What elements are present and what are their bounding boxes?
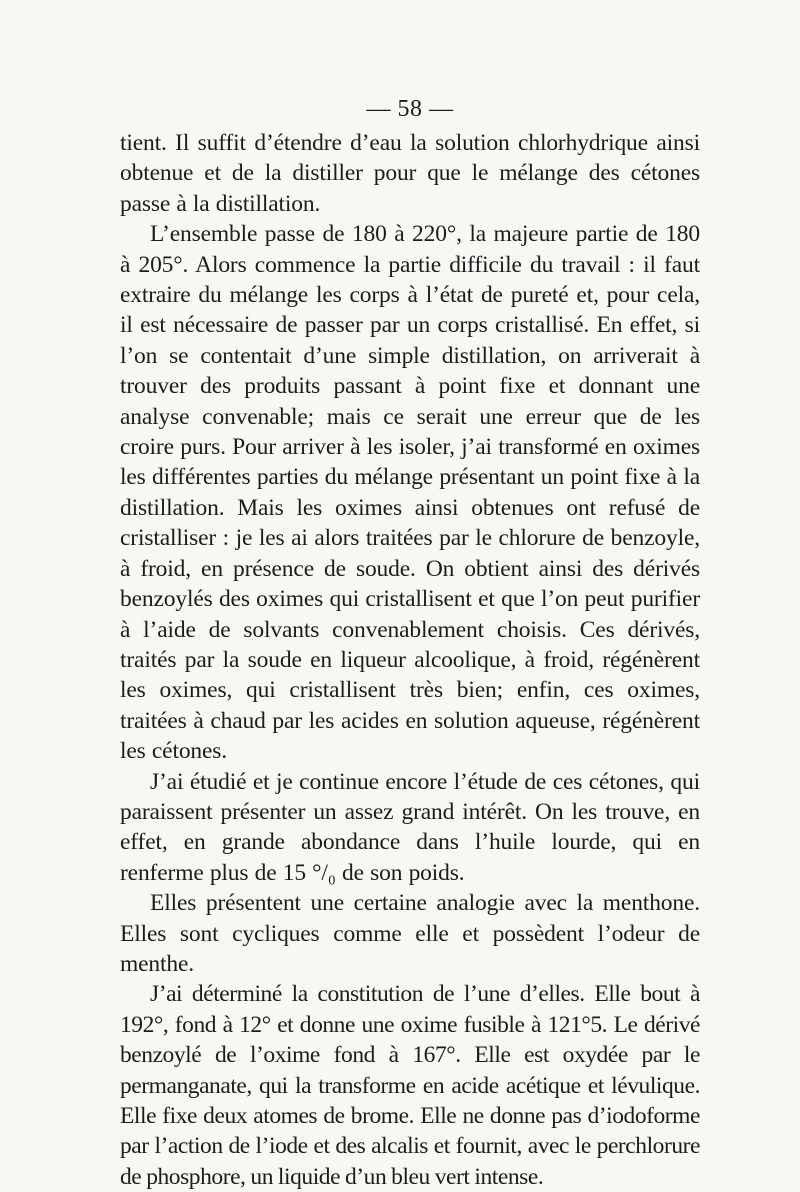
paragraph-3: J’ai étudié et je continue encore l’étude de ces cétones, qui paraissent présenter un assez grand intérêt. On les trouve, en effet, en grande abondance dans l’huile lourde, qui en renferme plus de 15 °/₀ de son poids. xyxy=(120,768,700,886)
body-text xyxy=(120,128,700,1192)
page-number: — 58 — xyxy=(366,96,454,122)
paragraph-4: Elles présentent une certaine analogie avec la menthone. Elles sont cycliques comme elle et possèdent l’odeur de menthe. xyxy=(120,890,700,977)
paragraph-2: L’ensemble passe de 180 à 220°, la majeure partie de 180 à 205°. Alors commence la partie difficile du travail : il faut extraire du mélange les corps à l’état de pureté et, pour cela, il est nécessaire de passer par un corps cristallisé. En effet, si l’on se contentait d’une simple distillation, on arriverait à trouver des produits passant à point fixe et donnant une analyse convenable; mais ce serait une erreur que de les croire purs. Pour arriver à les isoler, j’ai transformé en oximes les différentes parties du mélange présentant un point fixe à la distillation. Mais les oximes ainsi obtenues ont refusé de cristalliser : je les ai alors traitées par le chlorure de benzoyle, à froid, en présence de soude. On obtient ainsi des dérivés benzoylés des oximes qui cristallisent et que l’on peut purifier à l’aide de solvants convenablement choisis. Ces dérivés, traités par la soude en liqueur alcoolique, à froid, régénèrent les oximes, qui cristallisent très bien; enfin, ces oximes, traitées à chaud par les acides en solution aqueuse, régénèrent les cétones. xyxy=(120,221,700,765)
paragraph-5: J’ai déterminé la constitution de l’une d’elles. Elle bout à 192°, fond à 12° et donne une oxime fusible à 121°5. Le dérivé benzoylé de l’oxime fond à 167°. Elle est oxydée par le permanganate, qui la transforme en acide acétique et lévulique. Elle fixe deux atomes de brome. Elle ne donne pas d’iodoforme par l’action de l’iode et des alcalis et fournit, avec le perchlorure de phosphore, un liquide d’un bleu vert intense. xyxy=(120,981,700,1190)
paragraph-1: tient. Il suffit d’étendre d’eau la solution chlorhydrique ainsi obtenue et de la distiller pour que le mélange des cétones passe à la distillation. xyxy=(120,130,700,217)
